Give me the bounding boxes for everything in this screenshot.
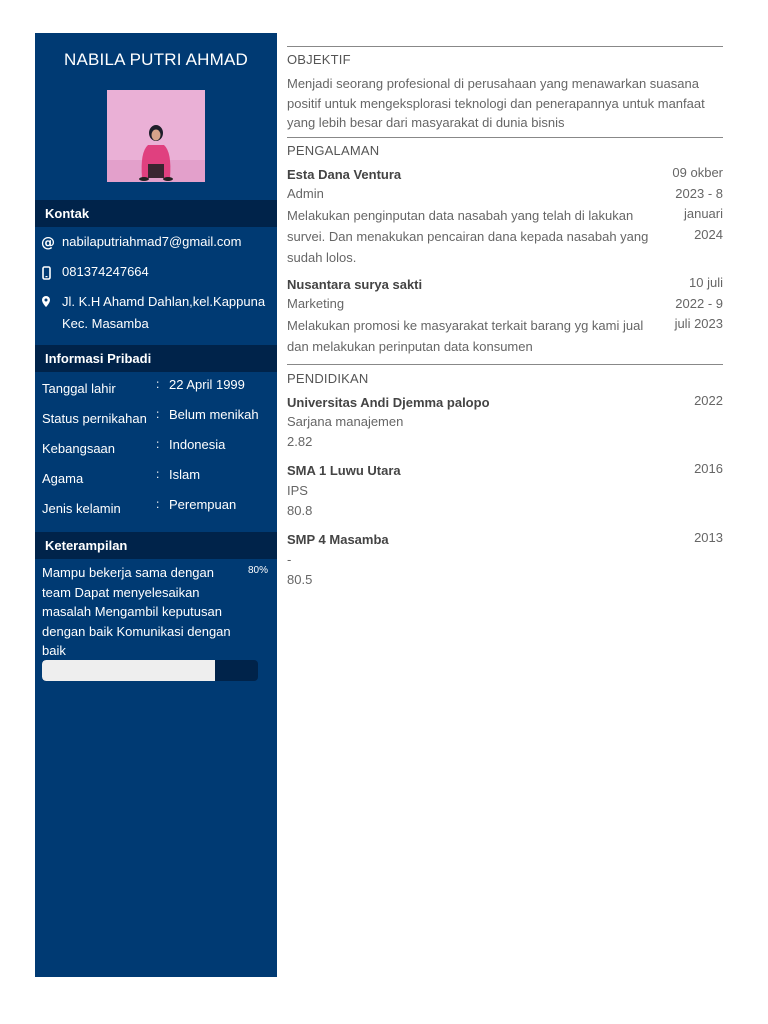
skills-section-header: Keterampilan [35, 532, 277, 559]
divider [287, 364, 723, 365]
education-score: 80.8 [287, 503, 313, 518]
info-separator: : [156, 497, 160, 511]
info-label: Status pernikahan [42, 411, 147, 426]
experience-heading: PENGALAMAN [287, 143, 380, 158]
info-value: Islam [169, 467, 201, 482]
info-label: Agama [42, 471, 84, 486]
divider [287, 46, 723, 47]
education-major: - [287, 552, 292, 567]
education-school: SMA 1 Luwu Utara [287, 463, 401, 478]
education-score: 80.5 [287, 572, 313, 587]
divider [287, 137, 723, 138]
contact-address-line2: Kec. Masamba [62, 316, 149, 331]
contact-phone[interactable]: 081374247664 [62, 264, 149, 279]
sidebar [35, 33, 277, 977]
objective-text: Menjadi seorang profesional di perusahaan yang menawarkan suasana positif untuk mengeksplorasi teknologi dan penerapannya untuk manfaat yang lebih besar dari masyarakat di dunia bisnis [287, 76, 705, 130]
skill-percent-label: 80% [248, 565, 269, 576]
info-value: Perempuan [169, 497, 237, 512]
info-value: 22 April 1999 [169, 377, 245, 392]
info-separator: : [156, 437, 160, 451]
education-school: Universitas Andi Djemma palopo [287, 395, 490, 410]
education-score: 2.82 [287, 434, 313, 449]
education-year: 2013 [694, 530, 723, 545]
experience-date-line: 2022 - 9 [675, 295, 723, 311]
mobile-phone-icon [41, 264, 55, 280]
education-major: Sarjana manajemen [287, 414, 404, 429]
contact-email[interactable]: nabilaputriahmad7@gmail.com [62, 234, 242, 249]
skill-level-bar [42, 660, 258, 681]
profile-photo [107, 90, 205, 182]
experience-company: Nusantara surya sakti [287, 277, 423, 292]
info-label: Jenis kelamin [42, 501, 121, 516]
at-icon [41, 234, 55, 250]
skill-level-fill [42, 660, 215, 681]
experience-description: Melakukan promosi ke masyarakat terkait barang yg kami jual dan melakukan perinputan data konsumen [287, 318, 644, 354]
education-school: SMP 4 Masamba [287, 532, 389, 547]
skills-description: Mampu bekerja sama dengan team Dapat menyelesaikan masalah Mengambil keputusan dengan baik Komunikasi dengan baik [42, 565, 231, 658]
education-heading: PENDIDIKAN [287, 371, 369, 386]
experience-date-line: januari [683, 206, 723, 221]
info-separator: : [156, 407, 160, 421]
contact-address-line1: Jl. K.H Ahamd Dahlan,kel.Kappuna [62, 294, 266, 309]
info-value: Belum menikah [169, 407, 259, 422]
info-separator: : [156, 377, 160, 391]
profile-photo-image [107, 90, 205, 182]
education-major: IPS [287, 483, 308, 498]
objective-heading: OBJEKTIF [287, 52, 351, 67]
location-pin-icon [41, 294, 55, 310]
experience-date-line: 10 juli [689, 275, 723, 290]
experience-description: Melakukan penginputan data nasabah yang telah di lakukan survei. Dan menakukan pencairan dana kepada nasabah yang sudah lolos. [287, 208, 649, 265]
personal-info-section-header: Informasi Pribadi [35, 345, 277, 372]
svg-text:@: @ [41, 235, 55, 250]
info-label: Kebangsaan [42, 441, 116, 456]
experience-date [672, 163, 723, 245]
experience-role: Marketing [287, 296, 345, 311]
experience-company: Esta Dana Ventura [287, 167, 402, 182]
info-separator: : [156, 467, 160, 481]
experience-role: Admin [287, 186, 324, 201]
info-label: Tanggal lahir [42, 381, 116, 396]
info-value: Indonesia [169, 437, 226, 452]
contact-section-header: Kontak [35, 200, 277, 227]
experience-date [675, 273, 723, 335]
experience-date-line: 2024 [694, 226, 723, 242]
full-name: NABILA PUTRI AHMAD [63, 50, 249, 69]
experience-date-line: 09 okber [672, 165, 723, 180]
education-year: 2022 [694, 393, 723, 408]
experience-date-line: 2023 - 8 [675, 185, 723, 201]
experience-date-line: juli 2023 [674, 316, 723, 331]
education-year: 2016 [694, 461, 723, 476]
